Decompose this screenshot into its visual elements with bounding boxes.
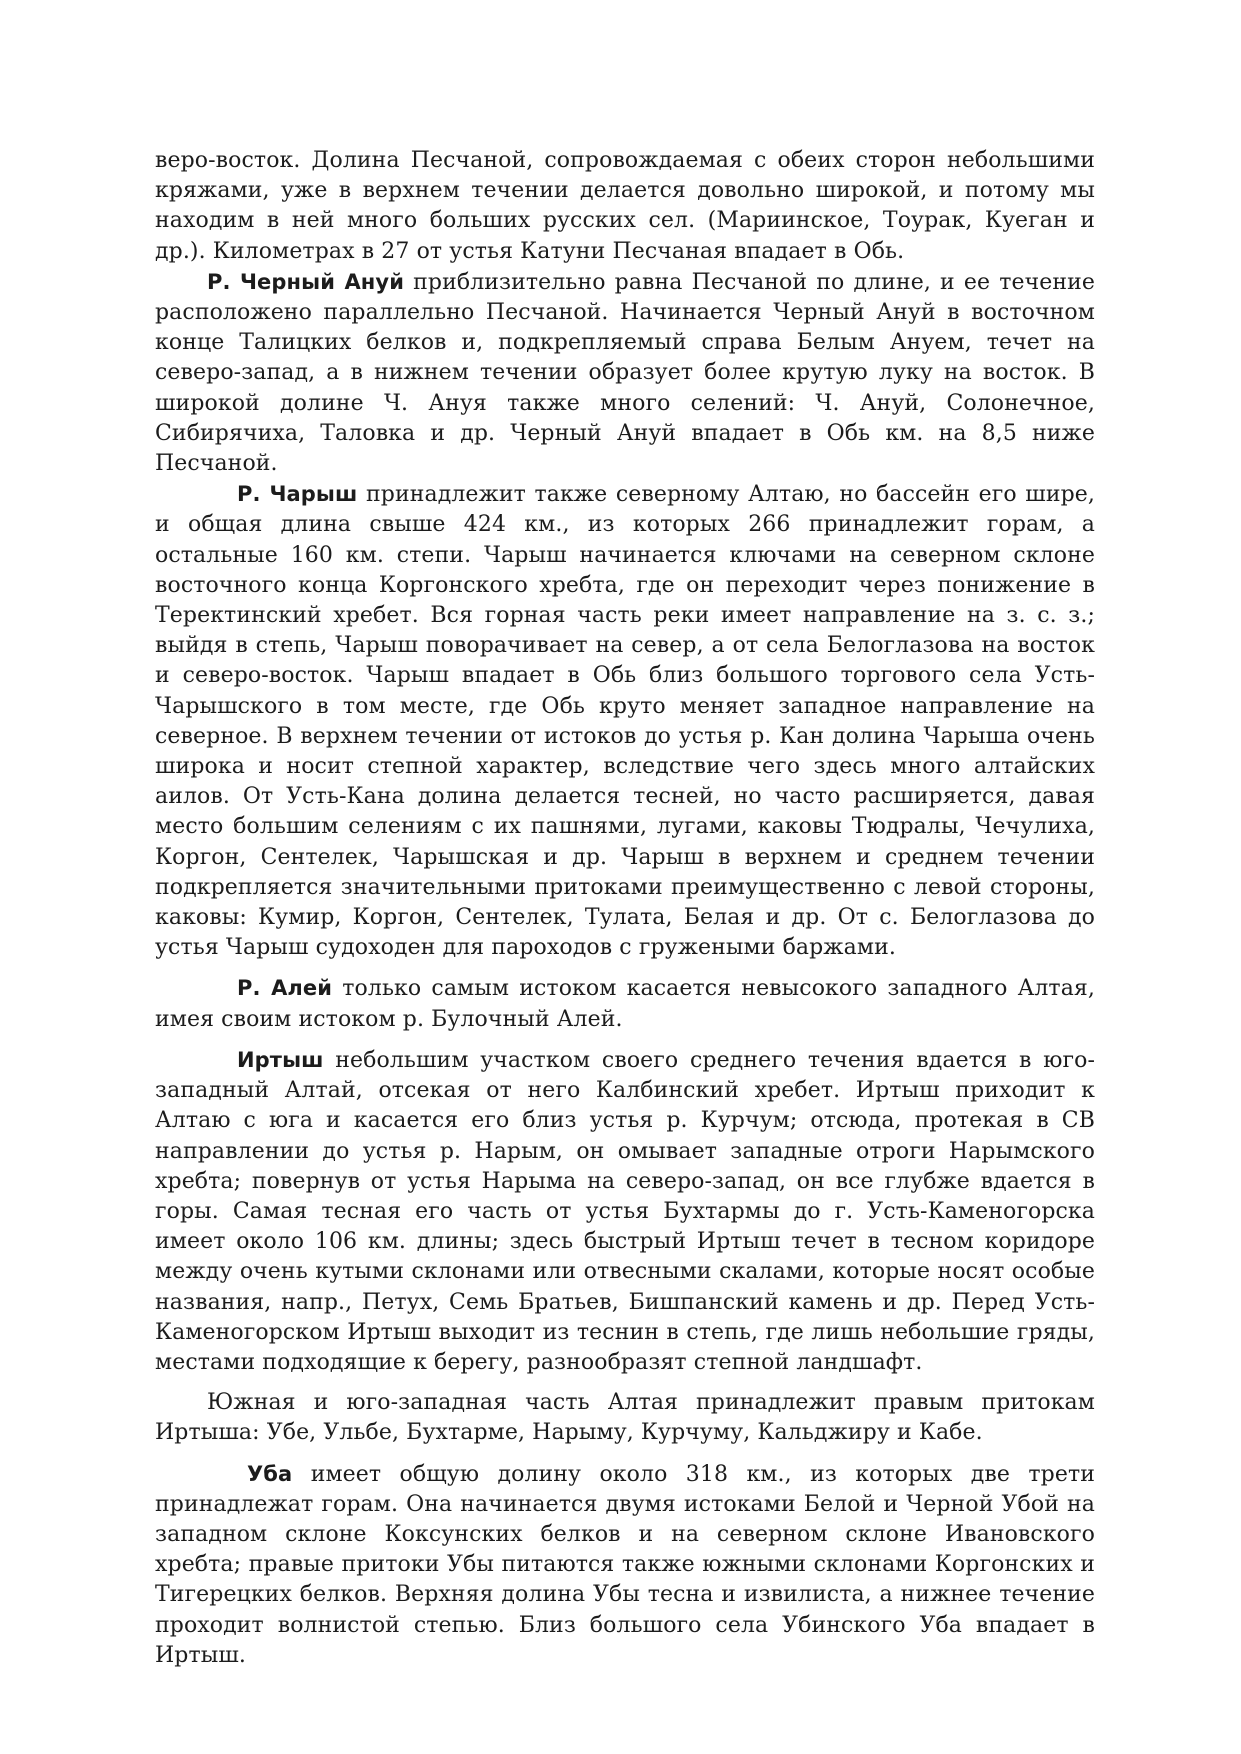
river-heading: Иртыш (237, 1047, 324, 1072)
paragraph-text: только самым истоком касается невысокого западного Алтая, имея своим истоком р. Булочный Алей. (155, 976, 1095, 1032)
paragraph-text: имеет общую долину около 318 км., из которых две трети принадлежат горам. Она начинается двумя истоками Белой и Черной Убой на западном склоне Коксунских белков и на северном склоне Ивановского хребта; правые притоки Убы питаются также южными склонами Коргонских и Тигерецких белков. Верхняя долина Убы тесна и извилиста, а нижнее течение проходит волнистой степью. Близ большого села Убинского Уба впадает в Иртыш. (155, 1461, 1095, 1668)
document-page (155, 146, 1095, 1671)
paragraph-pesсhanaya-end (155, 146, 1095, 267)
paragraph-aley (155, 973, 1095, 1034)
paragraph-south-tributaries (155, 1388, 1095, 1448)
paragraph-text: веро-восток. Долина Песчаной, сопровождаемая с обеих сторон небольшими кряжами, уже в верхнем течении делается довольно широкой, и потому мы находим в ней много больших русских сел. (Мариинское, Тоурак, Куеган и др.). Километрах в 27 от устья Катуни Песчаная впадает в Обь. (155, 148, 1095, 264)
river-heading: Р. Черный Ануй (207, 269, 405, 294)
river-heading: Р. Чарыш (237, 482, 358, 507)
paragraph-cherny-anuy (155, 267, 1095, 479)
river-heading: Уба (247, 1461, 293, 1486)
paragraph-irtysh (155, 1045, 1095, 1378)
paragraph-text: Южная и юго-западная часть Алтая принадлежит правым притокам Иртыша: Убе, Ульбе, Бухтарме, Нарыму, Курчуму, Кальджиру и Кабе. (155, 1390, 1095, 1446)
paragraph-text: принадлежит также северному Алтаю, но бассейн его шире, и общая длина свыше 424 км., из которых 266 принадлежит горам, а остальные 160 км. степи. Чарыш начинается ключами на северном склоне восточного конца Коргонского хребта, где он переходит через понижение в Теректинский хребет. Вся горная часть реки имеет направление на з. с. з.; выйдя в степь, Чарыш поворачивает на север, а от села Белоглазова на восток и северо-восток. Чарыш впадает в Обь близ большого торгового села Усть-Чарышского в том месте, где Обь круто меняет западное направление на северное. В верхнем течении от истоков до устья р. Кан долина Чарыша очень широка и носит степной характер, вследствие чего здесь много алтайских аилов. От Усть-Кана долина делается тесней, но часто расширяется, давая место большим селениям с их пашнями, лугами, каковы Тюдралы, Чечулиха, Коргон, Сентелек, Чарышская и др. Чарыш в верхнем и среднем течении подкрепляется значительными притоками преимущественно с левой стороны, каковы: Кумир, Коргон, Сентелек, Тулата, Белая и др. От с. Белоглазова до устья Чарыш судоходен для пароходов с гружеными баржами. (155, 482, 1095, 961)
river-heading: Р. Алей (237, 976, 333, 1001)
paragraph-text: приблизительно равна Песчаной по длине, и ее течение расположено параллельно Песчаной. Начинается Черный Ануй в восточном конце Талицких белков и, подкрепляемый справа Белым Ануем, течет на северо-запад, а в нижнем течении образует более крутую луку на восток. В широкой долине Ч. Ануя также много селений: Ч. Ануй, Солонечное, Сибирячиха, Таловка и др. Черный Ануй впадает в Обь км. на 8,5 ниже Песчаной. (155, 269, 1096, 477)
paragraph-text: небольшим участком своего среднего течения вдается в юго-западный Алтай, отсекая от него Калбинский хребет. Иртыш приходит к Алтаю с юга и касается его близ устья р. Курчум; отсюда, протекая в СВ направлении до устья р. Нарым, он омывает западные отроги Нарымского хребта; повернув от устья Нарыма на северо-запад, он все глубже вдается в горы. Самая тесная его часть от устья Бухтармы до г. Усть-Каменогорска имеет около 106 км. длины; здесь быстрый Иртыш течет в тесном коридоре между очень кутыми склонами или отвесными скалами, которые носят особые названия, напр., Петух, Семь Братьев, Бишпанский камень и др. Перед Усть-Каменогорском Иртыш выходит из теснин в степь, где лишь небольшие гряды, местами подходящие к берегу, разнообразят степной ландшафт. (155, 1047, 1095, 1375)
paragraph-charysh (155, 479, 1095, 963)
paragraph-uba (155, 1459, 1095, 1671)
